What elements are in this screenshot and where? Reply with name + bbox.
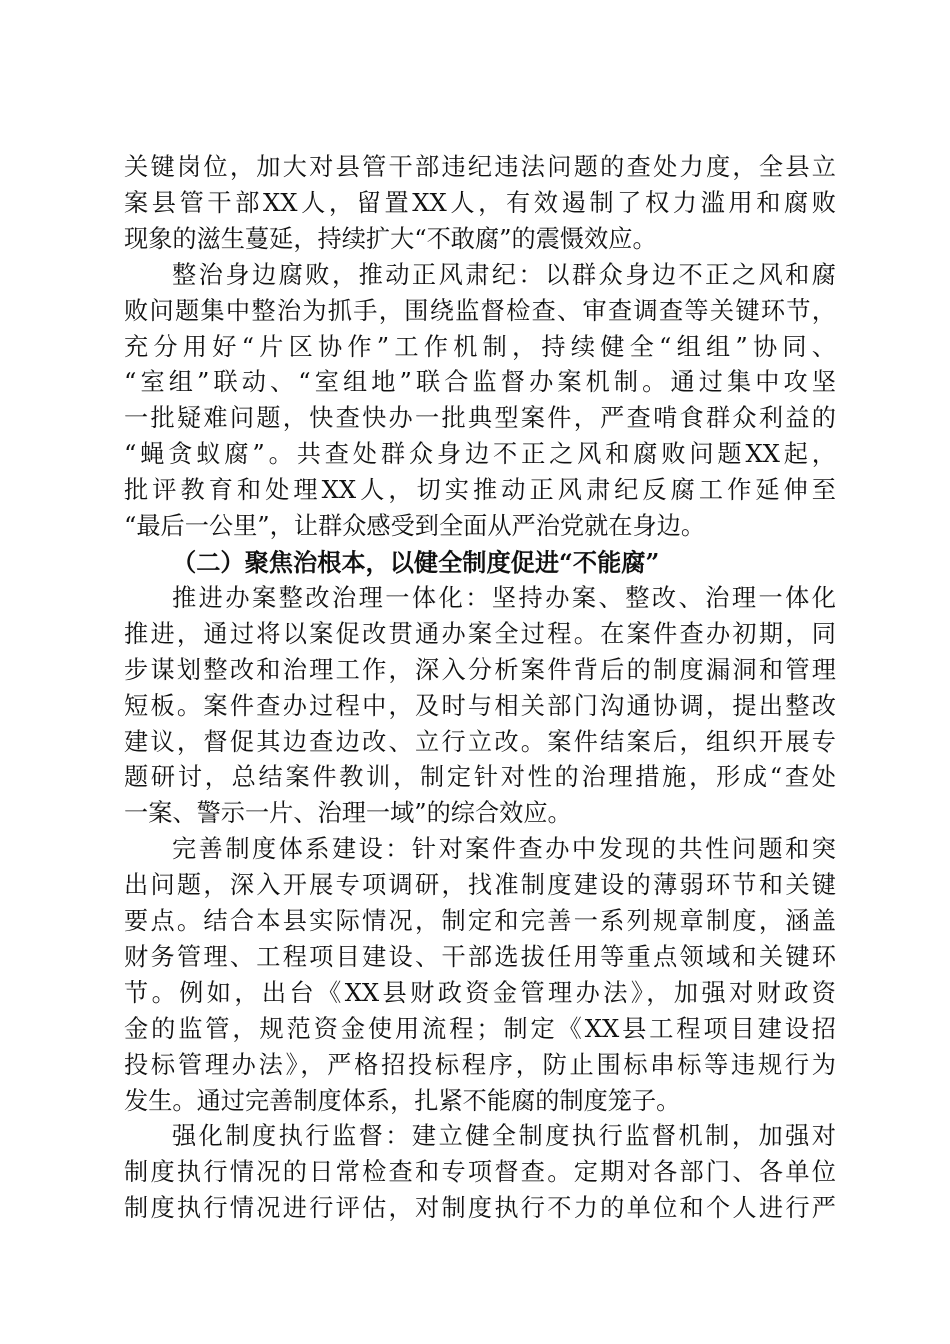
text-line: 充分用好“片区协作”工作机制，持续健全“组组”协同、 xyxy=(124,332,836,361)
text-line: “蝇贪蚁腐”。共查处群众身边不正之风和腐败问题XX起， xyxy=(124,440,836,469)
text-line: 节。例如，出台《XX县财政资金管理办法》，加强对财政资 xyxy=(124,978,836,1007)
text-line: 关键岗位，加大对县管干部违纪违法问题的查处力度，全县立 xyxy=(124,153,836,181)
section-heading xyxy=(124,545,836,581)
text-line: 现象的滋生蔓延，持续扩大“不敢腐”的震慑效应。 xyxy=(124,224,657,253)
text-line: 投标管理办法》，严格招投标程序，防止围标串标等违规行为 xyxy=(124,1050,836,1079)
text-line: “室组”联动、“室组地”联合监督办案机制。通过集中攻坚 xyxy=(124,368,836,397)
text-line: 要点。结合本县实际情况，制定和完善一系列规章制度，涵盖 xyxy=(124,907,836,936)
text-line: 完善制度体系建设：针对案件查办中发现的共性问题和突 xyxy=(172,835,836,864)
text-line: 一案、警示一片、治理一域”的综合效应。 xyxy=(124,799,572,828)
text-line: “最后一公里”，让群众感受到全面从严治党就在身边。 xyxy=(124,512,706,541)
text-line: 出问题，深入开展专项调研，找准制度建设的薄弱环节和关键 xyxy=(124,871,836,900)
text-line: 批评教育和处理XX人，切实推动正风肃纪反腐工作延伸至 xyxy=(124,476,836,505)
text-line: 步谋划整改和治理工作，深入分析案件背后的制度漏洞和管理 xyxy=(124,655,836,684)
text-line: 制度执行情况进行评估，对制度执行不力的单位和个人进行严 xyxy=(124,1194,836,1223)
text-line: 一批疑难问题，快查快办一批典型案件，严查啃食群众利益的 xyxy=(124,404,836,433)
text-line: 财务管理、工程项目建设、干部选拔任用等重点领域和关键环 xyxy=(124,942,836,971)
text-line: 题研讨，总结案件教训，制定针对性的治理措施，形成“查处 xyxy=(124,763,836,792)
paragraph-system-building xyxy=(124,832,836,1119)
paragraph-accountability-continued xyxy=(124,150,836,258)
text-line: 建议，督促其边查边改、立行立改。案件结案后，组织开展专 xyxy=(124,727,836,756)
text-line: 金的监管，规范资金使用流程；制定《XX县工程项目建设招 xyxy=(124,1014,836,1043)
text-line: 案县管干部XX人，留置XX人，有效遏制了权力滥用和腐败 xyxy=(124,188,836,217)
paragraph-case-rectification xyxy=(124,581,836,832)
text-line: 短板。案件查办过程中，及时与相关部门沟通协调，提出整改 xyxy=(124,691,836,720)
text-line: 制度执行情况的日常检查和专项督查。定期对各部门、各单位 xyxy=(124,1158,836,1187)
section-heading-text: （二）聚焦治根本，以健全制度促进“不能腐” xyxy=(172,547,660,577)
paragraph-local-corruption xyxy=(124,258,836,545)
document-body xyxy=(124,150,836,1227)
paragraph-execution-supervision xyxy=(124,1119,836,1227)
text-line: 强化制度执行监督：建立健全制度执行监督机制，加强对 xyxy=(172,1122,836,1151)
text-line: 推进，通过将以案促改贯通办案全过程。在案件查办初期，同 xyxy=(124,619,836,648)
text-line: 整治身边腐败，推动正风肃纪：以群众身边不正之风和腐 xyxy=(172,260,836,289)
text-line: 败问题集中整治为抓手，围绕监督检查、审查调查等关键环节， xyxy=(124,296,836,325)
text-line: 推进办案整改治理一体化：坚持办案、整改、治理一体化 xyxy=(172,583,836,612)
text-line: 发生。通过完善制度体系，扎紧不能腐的制度笼子。 xyxy=(124,1086,681,1115)
